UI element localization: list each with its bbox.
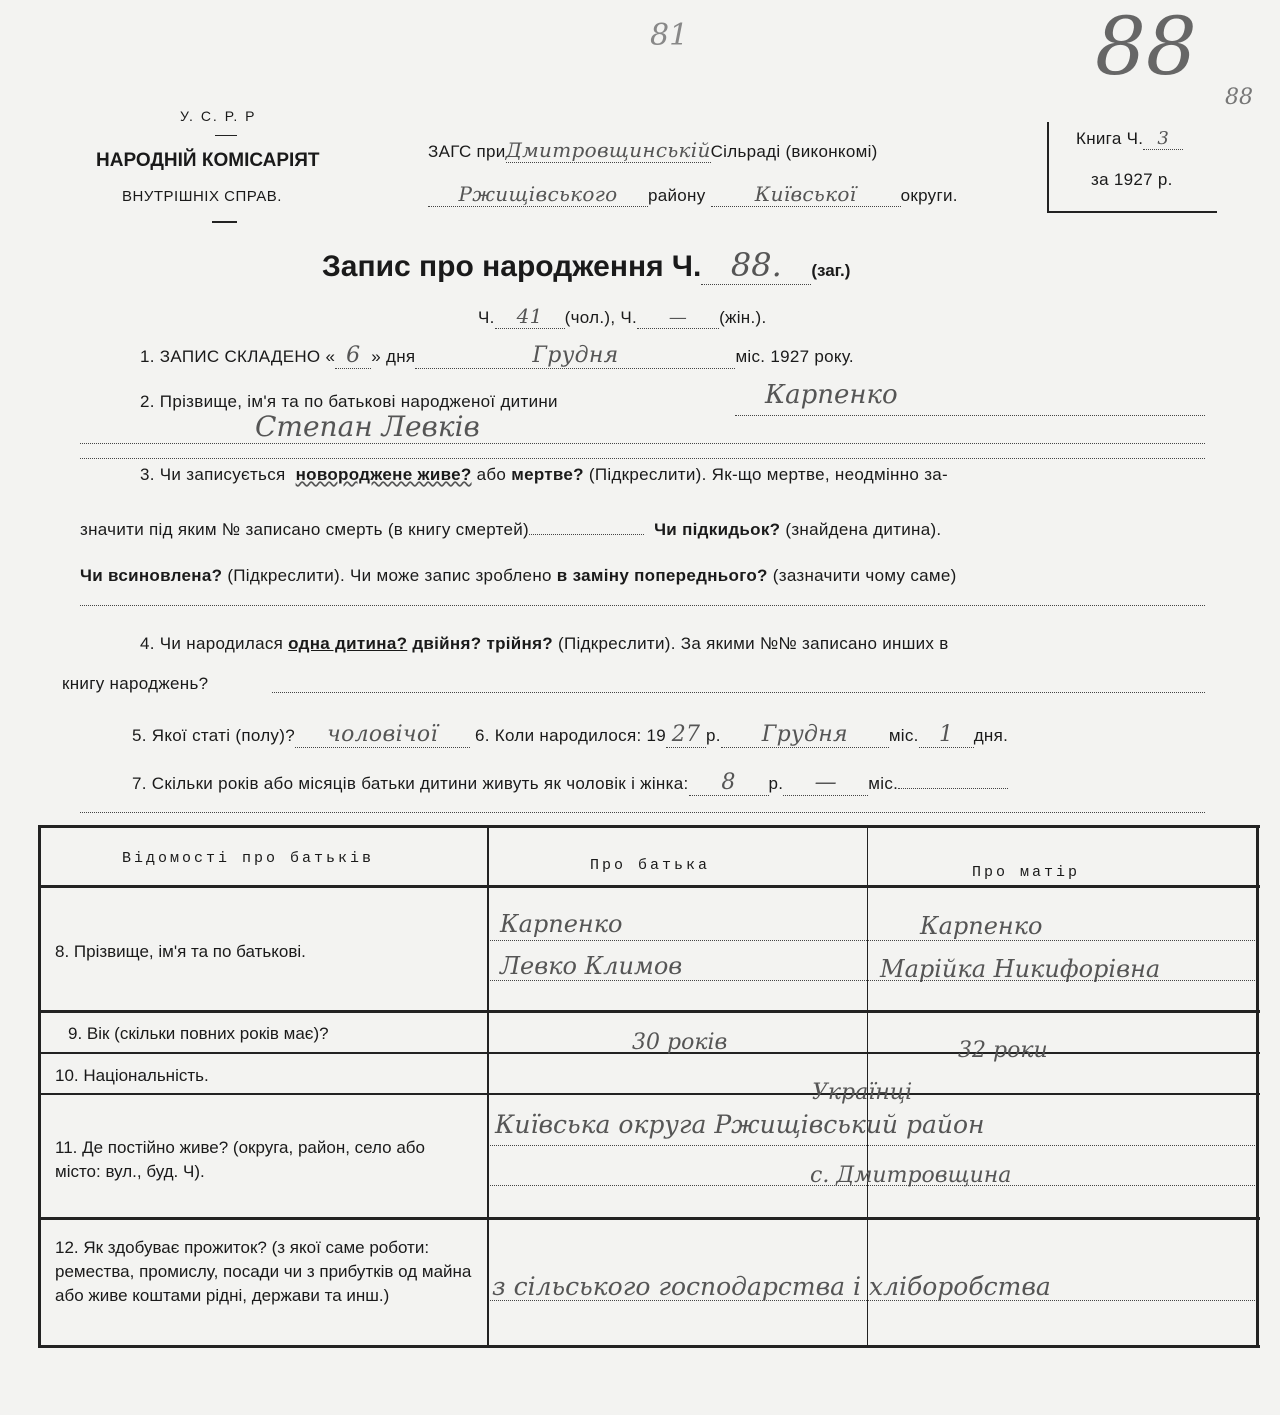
father-name: Левко Климов (500, 952, 683, 980)
female-count-value: — (637, 307, 719, 329)
t: або (476, 465, 507, 484)
t: (Підкреслити). Як-що мертве, неодмінно за- (588, 465, 949, 484)
t: міс. (868, 774, 899, 793)
district-value: Ржищівського (428, 182, 648, 207)
item-6-label: 6. Коли народилося: 19 (474, 726, 667, 745)
village-council-value: Дмитровщинській (505, 138, 711, 162)
birth-month-value: Грудня (721, 722, 889, 748)
book-year: за 1927 р. (1091, 170, 1173, 189)
record-day-value: 6 (335, 343, 371, 369)
archive-top-number: 81 (650, 18, 689, 53)
item-3-line-1 (140, 465, 948, 485)
village-value: с. Дмитровщина (810, 1163, 1012, 1188)
item-1-suffix: міс. 1927 року. (735, 347, 854, 366)
occupation-value: з сільського господарства і хліборобства (492, 1272, 1051, 1301)
item-1-mid: » дня (371, 347, 416, 366)
item-5-6-line (132, 722, 1008, 748)
record-number-value: 88. (701, 246, 811, 285)
male-prefix: Ч. (478, 308, 495, 327)
father-age: 30 років (632, 1030, 728, 1055)
item-7-label: 7. Скільки років або місяців батьки дитини живуть як чоловік і жінка: (132, 774, 689, 793)
option-foundling: Чи підкидьок? (654, 520, 781, 539)
t: 3. Чи записується (140, 465, 286, 484)
child-surname-value: Карпенко (765, 380, 898, 410)
t: 4. Чи народилася (140, 634, 284, 653)
table-header-father: Про батька (590, 857, 711, 874)
book-number-value: 3 (1143, 128, 1183, 150)
district-label: району (648, 186, 706, 205)
district-line (428, 182, 958, 207)
record-month-value: Грудня (415, 343, 735, 369)
item-1-record-date (140, 343, 854, 369)
zags-line (428, 138, 878, 163)
residence-value: Київська округа Ржищівський район (495, 1110, 985, 1139)
option-twins: двійня? (412, 634, 482, 653)
village-council-suffix: Сільраді (виконкомі) (710, 142, 878, 161)
item-4-line-1 (140, 634, 949, 654)
book-label: Книга Ч. (1076, 129, 1144, 148)
item-1-prefix: 1. ЗАПИС СКЛАДЕНО « (140, 347, 336, 366)
item-7-line (132, 770, 1008, 796)
nationality-value: Українці (812, 1080, 913, 1105)
republic-label: У. С. Р. Р (180, 108, 257, 124)
option-single: одна дитина? (288, 634, 408, 653)
row-11-label: 11. Де постійно живе? (округа, район, село або місто: вул., буд. Ч). (55, 1138, 425, 1181)
gender-count-line (478, 304, 766, 329)
title-text: Запис про народження Ч. (322, 250, 702, 283)
t: (знайдена дитина). (785, 520, 942, 539)
male-label: (чол.), Ч. (564, 308, 638, 327)
row-12-label: 12. Як здобуває прожиток? (з якої саме роботи: ремества, промислу, посади чи з прибутків од майна або живе коштами рідні, держави та инш.) (55, 1238, 472, 1305)
item-3-line-3 (80, 566, 957, 586)
item-4-line-2: книгу народжень? (62, 674, 209, 693)
commissariat-title: НАРОДНІЙ КОМІСАРІЯТ (96, 150, 320, 171)
department-label: ВНУТРІШНІХ СПРАВ. (122, 188, 282, 205)
sex-value: чоловічої (295, 722, 470, 748)
t: значити під яким № записано смерть (в книгу смертей) (80, 520, 530, 539)
table-header-parents-info: Відомості про батьків (122, 850, 375, 867)
option-dead: мертве? (511, 465, 584, 484)
book-number-line (1076, 128, 1183, 150)
zags-prefix: ЗАГС при (428, 142, 506, 161)
t: (Підкреслити). Чи може запис зроблено (227, 566, 552, 585)
t: р. (706, 726, 721, 745)
mother-surname: Карпенко (920, 912, 1043, 940)
mother-name: Марійка Никифорівна (880, 955, 1161, 983)
item-2-label: 2. Прізвище, ім'я та по батькові народженої дитини (140, 392, 558, 411)
married-months-value: — (783, 770, 868, 796)
option-replacement: в заміну попереднього? (556, 566, 768, 585)
t: (Підкреслити). За якими №№ записано инших в (558, 634, 949, 653)
option-adopted: Чи всиновлена? (80, 566, 223, 585)
table-header-mother: Про матір (972, 864, 1081, 881)
birth-day-value: 1 (919, 722, 974, 748)
male-count-value: 41 (495, 304, 565, 329)
married-years-value: 8 (689, 770, 769, 796)
archive-page-number-small: 88 (1225, 85, 1253, 110)
row-10-label: 10. Національність. (55, 1066, 209, 1085)
child-name-value: Степан Левків (255, 410, 480, 443)
female-label: (жін.). (719, 308, 767, 327)
title-suffix: (заг.) (811, 261, 851, 280)
item-5-label: 5. Якої статі (полу)? (132, 726, 295, 745)
father-surname: Карпенко (500, 910, 623, 938)
t: міс. (888, 726, 919, 745)
row-8-label: 8. Прізвище, ім'я та по батькові. (55, 942, 306, 961)
item-3-line-2 (80, 520, 941, 540)
okruha-label: округи. (900, 186, 958, 205)
option-triplets: трійня? (486, 634, 553, 653)
archive-page-number: 88 (1095, 0, 1197, 93)
birth-year-value: 27 (666, 722, 706, 748)
t: (зазначити чому саме) (772, 566, 957, 585)
t: р. (768, 774, 784, 793)
option-alive: новороджене живе? (295, 465, 472, 484)
mother-age: 32 роки (958, 1038, 1048, 1063)
page-title (322, 246, 850, 285)
t: дня. (973, 726, 1009, 745)
okruha-value: Київської (711, 182, 901, 207)
row-9-label: 9. Вік (скільки повних років має)? (68, 1024, 329, 1043)
